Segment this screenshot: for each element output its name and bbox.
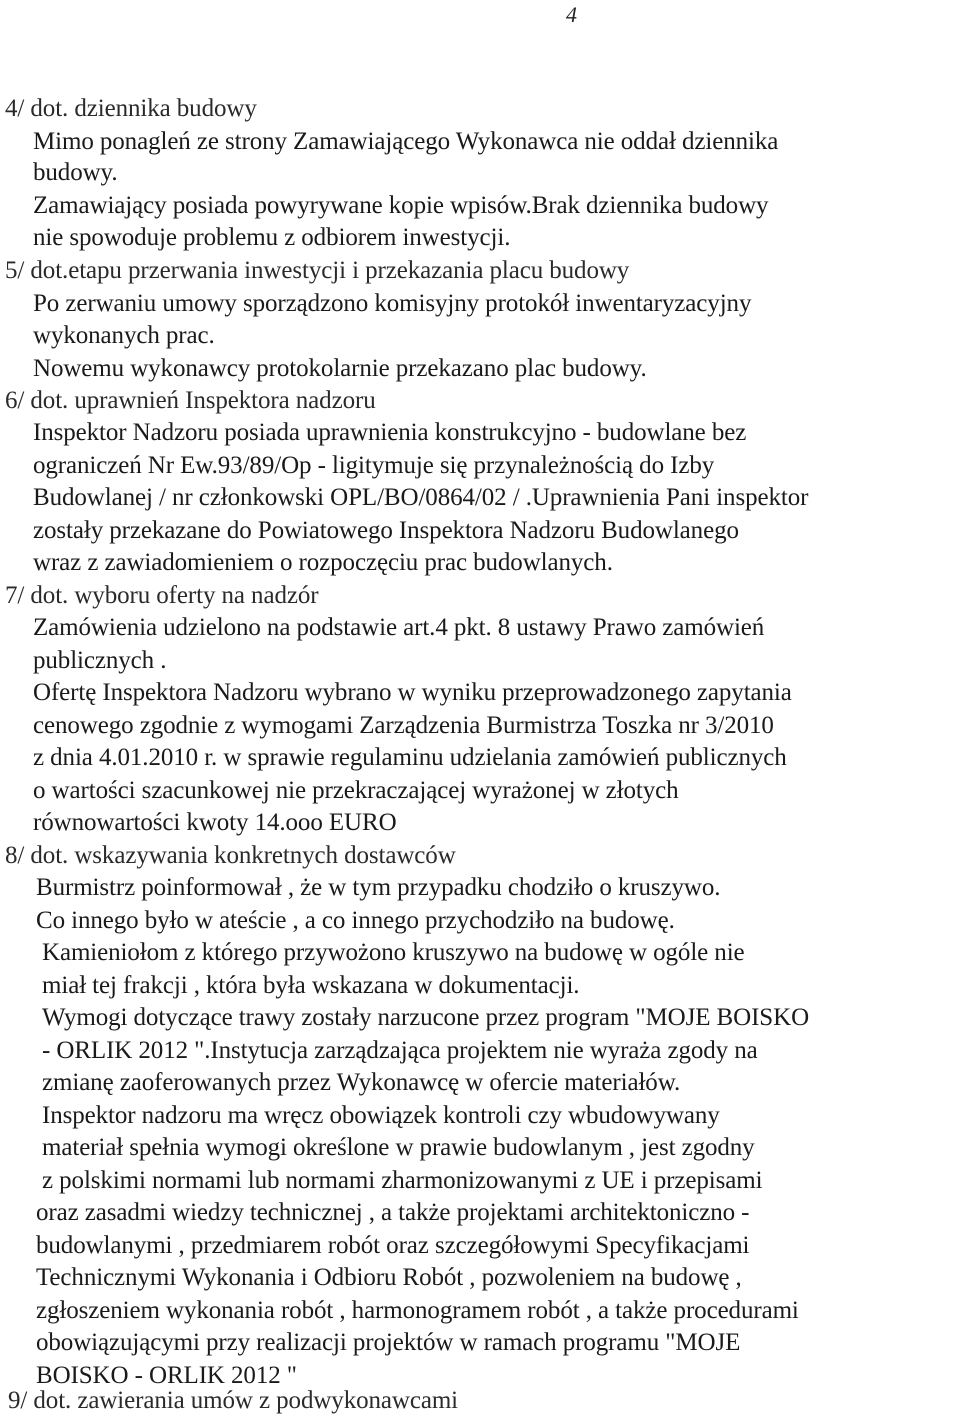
text-line: Zamawiający posiada powyrywane kopie wpisów.Brak dziennika budowy — [33, 192, 769, 219]
text-line: o wartości szacunkowej nie przekraczającej wyrażonej w złotych — [33, 777, 679, 804]
text-line: Kamieniołom z którego przywożono kruszywo na budowę w ogóle nie — [42, 939, 745, 966]
section-8-heading: 8/ dot. wskazywania konkretnych dostawców — [5, 842, 456, 869]
text-line: - ORLIK 2012 ".Instytucja zarządzająca projektem nie wyraża zgody na — [42, 1037, 758, 1064]
text-line: Po zerwaniu umowy sporządzono komisyjny protokół inwentaryzacyjny — [33, 290, 752, 317]
text-line: równowartości kwoty 14.ooo EURO — [33, 809, 397, 836]
text-line: miał tej frakcji , która była wskazana w dokumentacji. — [42, 972, 580, 999]
text-line: oraz zasadmi wiedzy technicznej , a także projektami architektoniczno - — [36, 1199, 750, 1226]
text-line: wraz z zawiadomieniem o rozpoczęciu prac budowlanych. — [33, 549, 613, 576]
text-line: z polskimi normami lub normami zharmonizowanymi z UE i przepisami — [42, 1167, 763, 1194]
text-line: ograniczeń Nr Ew.93/89/Op - ligitymuje się przynależnością do Izby — [33, 452, 715, 479]
text-line: Inspektor Nadzoru posiada uprawnienia konstrukcyjno - budowlane bez — [33, 419, 747, 446]
text-line: Burmistrz poinformował , że w tym przypadku chodziło o kruszywo. — [36, 874, 721, 901]
text-line: zostały przekazane do Powiatowego Inspektora Nadzoru Budowlanego — [33, 517, 739, 544]
text-line: cenowego zgodnie z wymogami Zarządzenia Burmistrza Toszka nr 3/2010 — [33, 712, 774, 739]
section-7-heading: 7/ dot. wyboru oferty na nadzór — [5, 582, 319, 609]
text-line: Ofertę Inspektora Nadzoru wybrano w wyniku przeprowadzonego zapytania — [33, 679, 792, 706]
text-line: BOISKO - ORLIK 2012 " — [36, 1362, 297, 1389]
text-line: Budowlanej / nr członkowski OPL/BO/0864/02 / .Uprawnienia Pani inspektor — [33, 484, 809, 511]
text-line: budowy. — [33, 159, 118, 186]
text-line: Wymogi dotyczące trawy zostały narzucone przez program "MOJE BOISKO — [42, 1004, 810, 1031]
section-4-heading: 4/ dot. dziennika budowy — [5, 95, 257, 122]
section-6-heading: 6/ dot. uprawnień Inspektora nadzoru — [5, 387, 376, 414]
text-line: Inspektor nadzoru ma wręcz obowiązek kontroli czy wbudowywany — [42, 1102, 720, 1129]
text-line: zmianę zaoferowanych przez Wykonawcę w ofercie materiałów. — [42, 1069, 681, 1096]
section-5-heading: 5/ dot.etapu przerwania inwestycji i przekazania placu budowy — [5, 257, 630, 284]
text-line: publicznych . — [33, 647, 167, 674]
text-line: Zamówienia udzielono na podstawie art.4 pkt. 8 ustawy Prawo zamówień — [33, 614, 765, 641]
text-line: zgłoszeniem wykonania robót , harmonogramem robót , a także procedurami — [36, 1297, 799, 1324]
page-number: 4 — [566, 2, 577, 27]
text-line: z dnia 4.01.2010 r. w sprawie regulaminu udzielania zamówień publicznych — [33, 744, 787, 771]
text-line: wykonanych prac. — [33, 322, 215, 349]
text-line: nie spowoduje problemu z odbiorem inwestycji. — [33, 224, 511, 251]
text-line: obowiązującymi przy realizacji projektów w ramach programu "MOJE — [36, 1329, 741, 1356]
text-line: Nowemu wykonawcy protokolarnie przekazano plac budowy. — [33, 355, 647, 382]
text-line: Technicznymi Wykonania i Odbioru Robót , pozwoleniem na budowę , — [36, 1264, 742, 1291]
text-line: materiał spełnia wymogi określone w prawie budowlanym , jest zgodny — [42, 1134, 755, 1161]
section-9-heading: 9/ dot. zawierania umów z podwykonawcami — [8, 1387, 459, 1414]
text-line: Co innego było w ateście , a co innego przychodziło na budowę. — [36, 907, 675, 934]
text-line: budowlanymi , przedmiarem robót oraz szczegółowymi Specyfikacjami — [36, 1232, 750, 1259]
text-line: Mimo ponagleń ze strony Zamawiającego Wykonawca nie oddał dziennika — [33, 128, 779, 155]
